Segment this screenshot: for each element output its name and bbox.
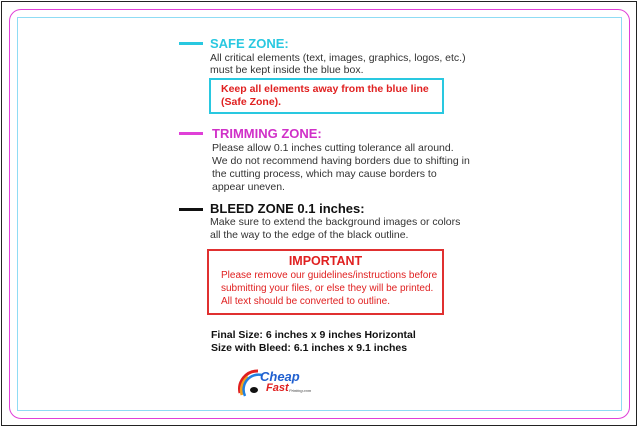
- bleed-zone-marker: [179, 208, 203, 211]
- safe-zone-box: [209, 78, 444, 114]
- safe-zone-heading: SAFE ZONE:: [210, 36, 289, 51]
- safe-zone-box-text-1: Keep all elements away from the blue line: [221, 83, 429, 95]
- important-text-3: All text should be converted to outline.: [221, 296, 390, 307]
- bleed-size-text: Size with Bleed: 6.1 inches x 9.1 inches: [211, 342, 408, 354]
- cheap-fast-printing-logo: [236, 363, 316, 403]
- trimming-zone-text-2: We do not recommend having borders due to shifting in: [212, 155, 470, 167]
- bleed-zone-heading: BLEED ZONE 0.1 inches:: [210, 201, 365, 216]
- safe-zone-text-1: All critical elements (text, images, graphics, logos, etc.): [210, 52, 466, 64]
- bleed-zone-text-1: Make sure to extend the background images or colors: [210, 216, 461, 228]
- important-title: IMPORTANT: [288, 254, 363, 268]
- trimming-zone-text-4: appear uneven.: [212, 181, 285, 193]
- logo-word-printing: Printing.com: [289, 388, 312, 393]
- important-box: [207, 249, 444, 315]
- trimming-zone-text-1: Please allow 0.1 inches cutting tolerance all around.: [212, 142, 454, 154]
- important-text-1: Please remove our guidelines/instructions before: [221, 270, 438, 281]
- bleed-zone-text-2: all the way to the edge of the black outline.: [210, 229, 409, 241]
- trimming-zone-text-3: the cutting process, which may cause borders to: [212, 168, 437, 180]
- logo-word-fast: Fast: [266, 382, 289, 394]
- safe-zone-marker: [179, 42, 203, 45]
- important-text-2: submitting your files, or else they will be printed.: [221, 283, 434, 294]
- safe-zone-box-text-2: (Safe Zone).: [221, 96, 282, 108]
- final-size-text: Final Size: 6 inches x 9 inches Horizontal: [211, 329, 416, 341]
- trimming-zone-marker: [179, 132, 203, 135]
- trimming-zone-heading: TRIMMING ZONE:: [212, 126, 322, 141]
- logo-word-cheap: Cheap: [260, 369, 300, 384]
- safe-zone-text-2: must be kept inside the blue box.: [210, 64, 364, 76]
